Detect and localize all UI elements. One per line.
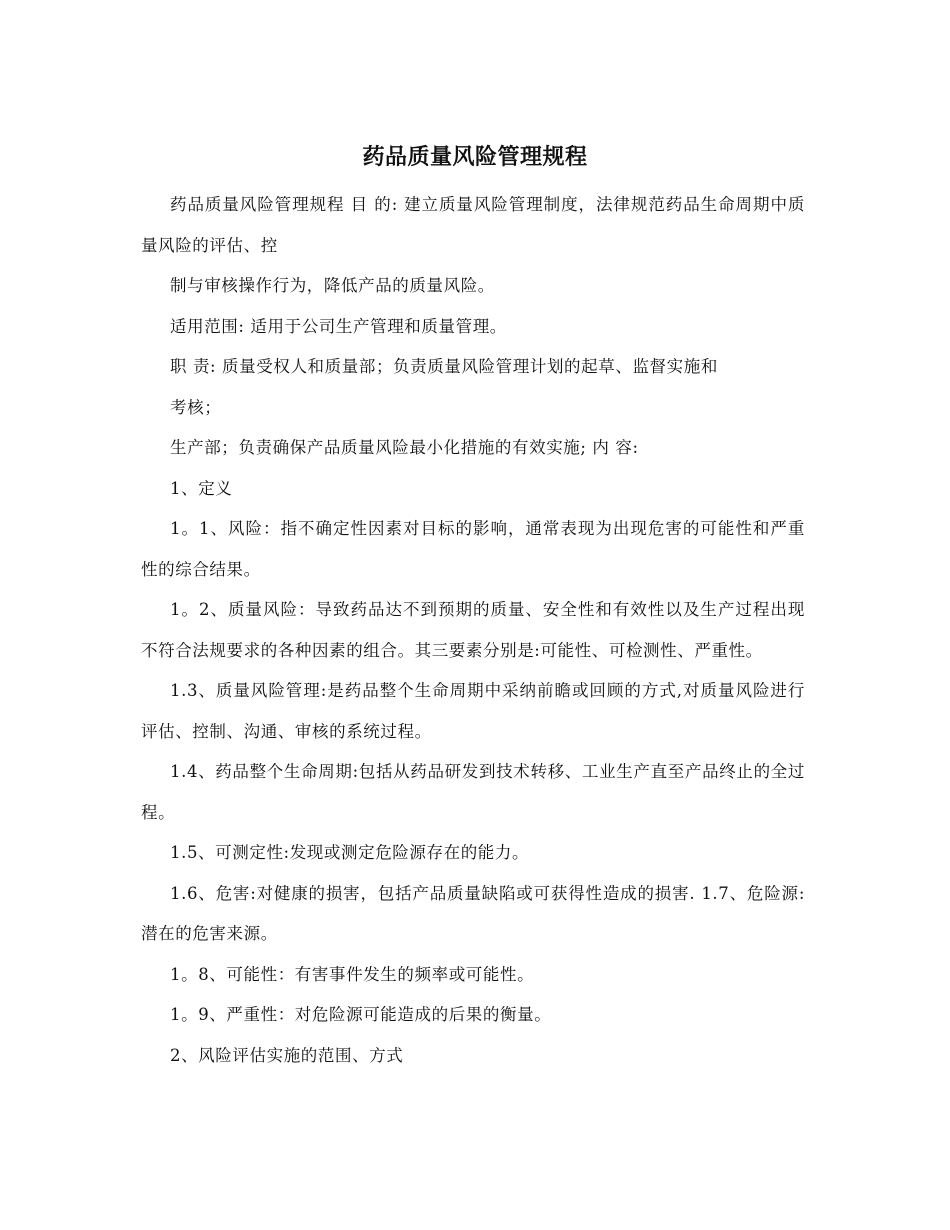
definition-risk: 1。1、风险：指不确定性因素对目标的影响，通常表现为出现危害的可能性和严重性的综合结果。 [141, 519, 805, 579]
section-heading-definitions: 1、定义 [170, 478, 233, 498]
document-title: 药品质量风险管理规程 [362, 144, 588, 170]
definition-quality-risk-management: 1.3、质量风险管理:是药品整个生命周期中采纳前瞻或回顾的方式,对质量风险进行评估、控制、沟通、审核的系统过程。 [141, 681, 805, 741]
paragraph-purpose-continued: 制与审核操作行为，降低产品的质量风险。 [170, 276, 495, 295]
paragraph-production-department: 生产部；负责确保产品质量风险最小化措施的有效实施; 内 容: [170, 438, 639, 457]
definition-product-lifecycle: 1.4、药品整个生命周期:包括从药品研发到技术转移、工业生产直至产品终止的全过程。 [141, 762, 805, 822]
definition-severity: 1。9、严重性：对危险源可能造成的后果的衡量。 [170, 1005, 552, 1024]
paragraph-purpose: 药品质量风险管理规程 目 的: 建立质量风险管理制度，法律规范药品生命周期中质量风险的评估、控 [141, 195, 805, 255]
paragraph-responsibility-continued: 考核； [170, 397, 222, 417]
paragraph-responsibility: 职 责: 质量受权人和质量部；负责质量风险管理计划的起草、监督实施和 [170, 357, 718, 376]
definition-harm-and-hazard: 1.6、危害:对健康的损害，包括产品质量缺陷或可获得性造成的损害. 1.7、危险源:潜在的危害来源。 [141, 883, 805, 943]
definition-quality-risk: 1。2、质量风险：导致药品达不到预期的质量、安全性和有效性以及生产过程出现不符合法规要求的各种因素的组合。其三要素分别是:可能性、可检测性、严重性。 [141, 600, 805, 660]
definition-detectability: 1.5、可测定性:发现或测定危险源存在的能力。 [170, 843, 530, 862]
definition-probability: 1。8、可能性：有害事件发生的频率或可能性。 [170, 964, 535, 984]
document-body [141, 185, 805, 1076]
paragraph-scope: 适用范围: 适用于公司生产管理和质量管理。 [170, 316, 507, 336]
section-heading-risk-assessment: 2、风险评估实施的范围、方式 [170, 1045, 404, 1065]
